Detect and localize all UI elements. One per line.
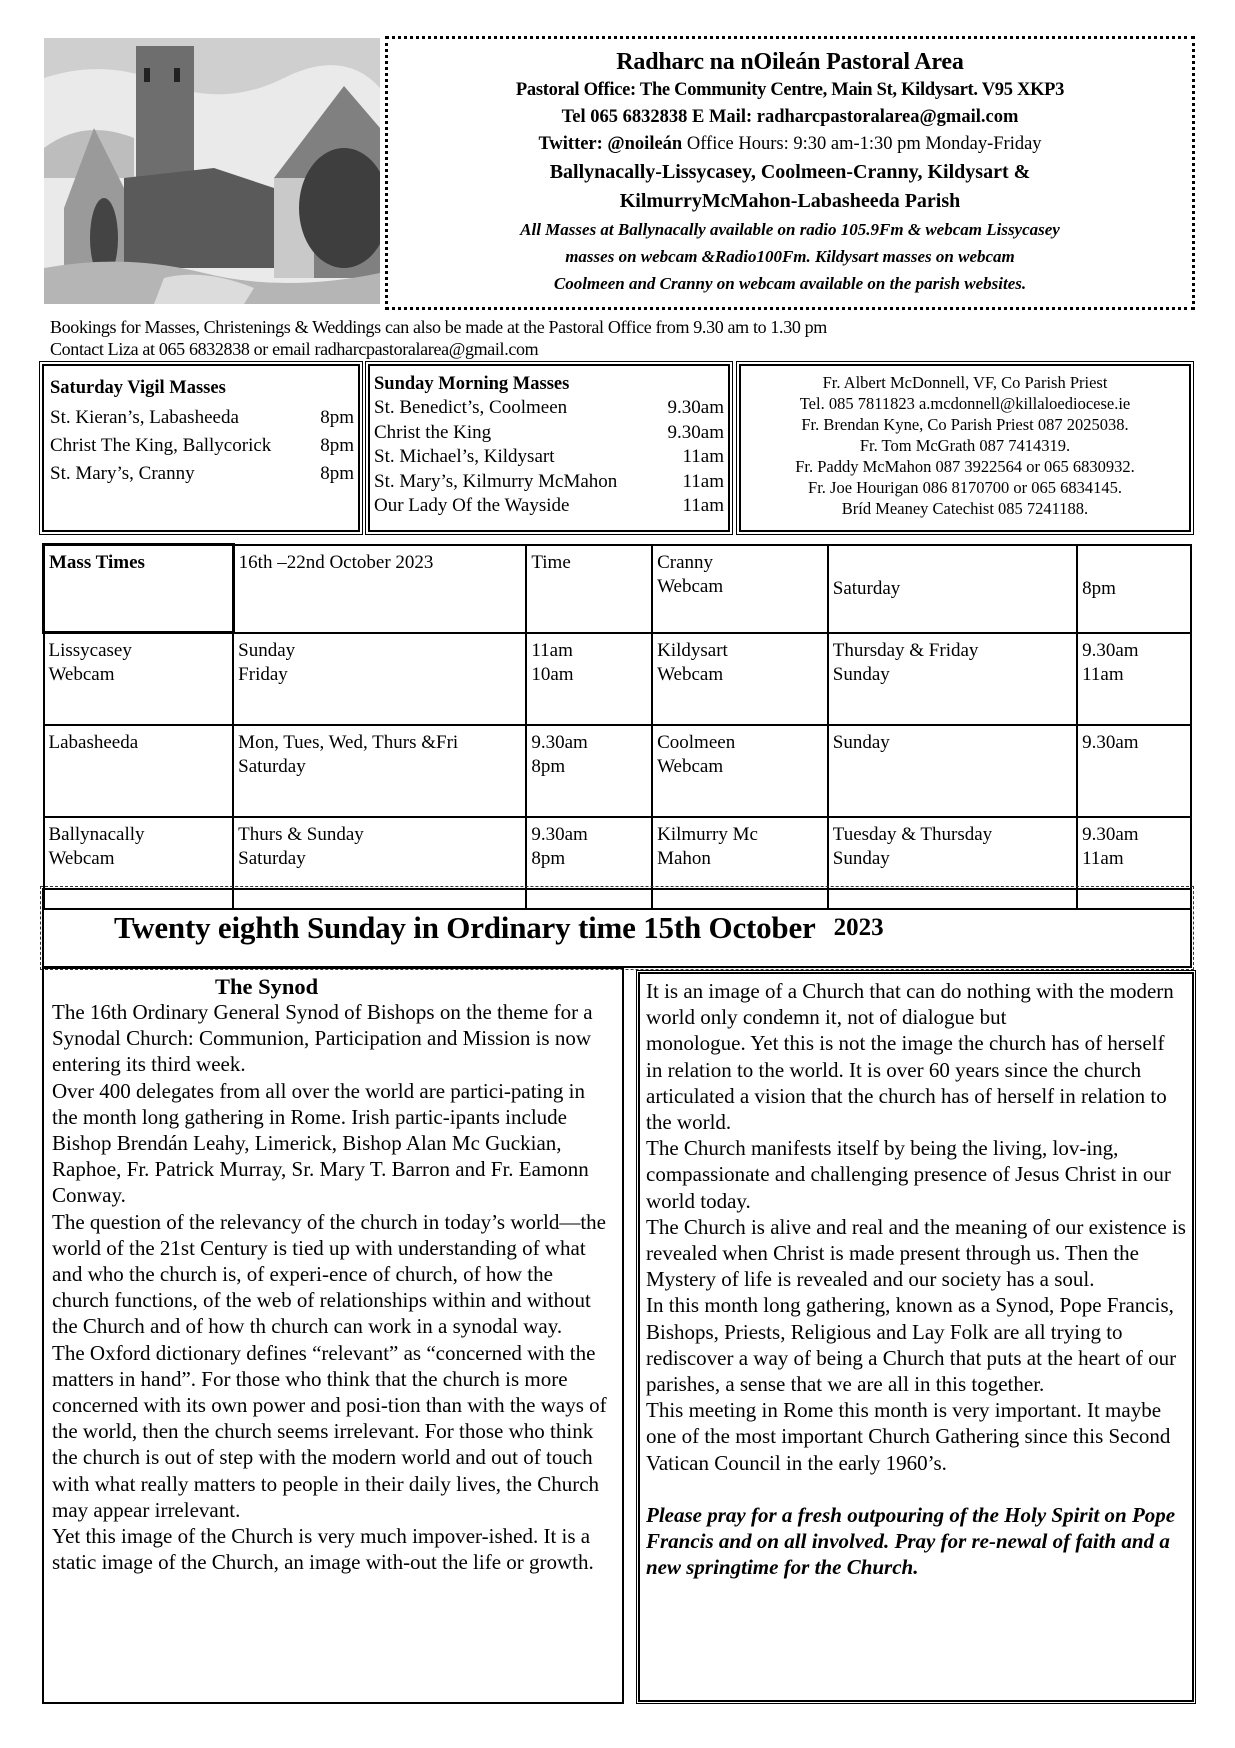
- vigil-row: [50, 460, 354, 488]
- mass-table-cell: Mass Times: [44, 545, 234, 633]
- mass-table-cell: 9.30am 8pm: [526, 817, 652, 909]
- article-paragraph: This meeting in Rome this month is very important. It maybe one of the most important Church Gathering since this Second Vatican Council in the early 1960’s.: [646, 1398, 1171, 1475]
- mass-table-cell: Sunday: [828, 725, 1077, 817]
- sunday-church: Our Lady Of the Wayside: [374, 495, 570, 516]
- article-paragraph: The Oxford dictionary defines “relevant” as “concerned with the matters in hand”. For those who think that the church is more concerned with its own power and posi-tion than with the ways of the world, then the church seems irrelevant. For those who think the church is out of step with the modern world and out of touch with what really matters to people in their daily lives, the Church may appear irrelevant.: [52, 1340, 607, 1522]
- clergy-line: Fr. Paddy McMahon 087 3922564 or 065 6830932.: [795, 457, 1135, 476]
- sunday-time: 11am: [682, 470, 724, 492]
- mass-table-cell: 8pm: [1077, 545, 1191, 633]
- mass-table-cell: Time: [526, 545, 652, 633]
- article-heading: The Synod: [215, 974, 319, 999]
- mass-times-table: [42, 543, 1192, 910]
- vigil-time: 8pm: [320, 435, 354, 456]
- parishes-line-1: Ballynacally-Lissycasey, Coolmeen-Cranny, Kildysart &: [549, 161, 1031, 183]
- vigil-time: 8pm: [320, 463, 354, 484]
- vigil-church: St. Mary’s, Cranny: [50, 463, 195, 484]
- mass-table-cell: 11am 10am: [526, 633, 652, 726]
- church-ruin-illustration: [44, 38, 380, 304]
- mass-table-cell: Thurs & Sunday Saturday: [233, 817, 526, 909]
- broadcast-line-1: All Masses at Ballynacally available on radio 105.9Fm & webcam Lissycasey: [520, 220, 1060, 239]
- sunday-time: 9.30am: [667, 397, 724, 418]
- article-paragraph: The question of the relevancy of the church in today’s world—the world of the 21st Century is tied up with understanding of what and who the church is, of experi-ence of church, of how the church functions, of the web of relationships within and without the Church and of how th church can work in a synodal way.: [52, 1209, 606, 1339]
- twitter-hours-line: [388, 131, 1192, 158]
- sunday-time: 11am: [682, 446, 724, 467]
- clergy-line: Fr. Tom McGrath 087 7414319.: [859, 436, 1071, 455]
- mass-table-cell: Kilmurry Mc Mahon: [652, 817, 828, 909]
- sunday-church: St. Mary’s, Kilmurry McMahon: [374, 470, 618, 492]
- pastoral-area-header: [385, 36, 1195, 310]
- bookings-line-1: Bookings for Masses, Christenings & Weddings can also be made at the Pastoral Office from 9.30 am to 1.30 pm: [50, 317, 827, 337]
- mass-table-cell: Coolmeen Webcam: [652, 725, 828, 817]
- sunday-time: 9.30am: [667, 421, 724, 443]
- article-paragraph: The Church is alive and real and the meaning of our existence is revealed when Christ is made present through us. Then the Mystery of life is revealed and our society has a soul.: [646, 1214, 1186, 1292]
- clergy-line: Fr. Albert McDonnell, VF, Co Parish Priest: [822, 373, 1108, 392]
- clergy-line: Bríd Meaney Catechist 085 7241188.: [841, 499, 1089, 518]
- sunday-row: [374, 396, 724, 421]
- vigil-church: Christ The King, Ballycorick: [50, 435, 272, 456]
- broadcast-line-2: masses on webcam &Radio100Fm. Kildysart masses on webcam: [565, 247, 1015, 266]
- mass-table-cell: 16th –22nd October 2023: [233, 545, 526, 633]
- mass-table-cell: 9.30am: [1077, 725, 1191, 817]
- article-paragraph: In this month long gathering, known as a Synod, Pope Francis, Bishops, Priests, Religious and Lay Folk are all trying to rediscover a way of being a Church that puts at the heart of our parishes, a sense that we are all in this together.: [646, 1293, 1177, 1397]
- article-paragraph: Over 400 delegates from all over the world are partici-pating in the month long gathering in Rome. Irish partic-ipants include Bishop Brendán Leahy, Limerick, Bishop Alan Mc Guckian, Raphoe, Fr. Patrick Murray, Sr. Mary T. Barron and Fr. Eamonn Conway.: [52, 1078, 589, 1208]
- clergy-line: Fr. Joe Hourigan 086 8170700 or 065 6834145.: [808, 478, 1122, 497]
- mass-table-row: [44, 633, 1192, 726]
- vigil-row: [50, 404, 354, 432]
- pastoral-office-address: Pastoral Office: The Community Centre, Main St, Kildysart. V95 XKP3: [515, 80, 1065, 100]
- sunday-title-banner: [42, 888, 1192, 968]
- clergy-contacts-box: [739, 364, 1191, 532]
- banner-title: Twenty eighth Sunday in Ordinary time 15th October: [114, 910, 816, 945]
- mass-table-cell: Tuesday & Thursday Sunday: [828, 817, 1077, 909]
- sunday-morning-box: [368, 364, 730, 532]
- mass-table-cell: 9.30am 11am: [1077, 817, 1191, 909]
- mass-table-cell: Mon, Tues, Wed, Thurs &Fri Saturday: [233, 725, 526, 817]
- article-paragraph: Yet this image of the Church is very much impover-ished. It is a static image of the Church, an image with-out the life or growth.: [52, 1524, 594, 1575]
- sunday-row: [374, 494, 724, 519]
- bookings-line-2: Contact Liza at 065 6832838 or email radharcpastoralarea@gmail.com: [50, 339, 539, 359]
- mass-table-cell: Ballynacally Webcam: [44, 817, 234, 909]
- saturday-vigil-box: [42, 364, 360, 532]
- article-paragraph: The Church manifests itself by being the living, lov-ing, compassionate and challenging presence of Jesus Christ in our world today.: [646, 1136, 1171, 1213]
- church-ruin-drawing: [44, 38, 380, 304]
- sunday-heading: Sunday Morning Masses: [374, 374, 570, 394]
- contact-line: Tel 065 6832838 E Mail: radharcpastoralarea@gmail.com: [561, 107, 1019, 127]
- clergy-line: Tel. 085 7811823 a.mcdonnell@killaloediocese.ie: [799, 394, 1131, 413]
- mass-table-cell: Lissycasey Webcam: [44, 633, 234, 726]
- clergy-line: Fr. Brendan Kyne, Co Parish Priest 087 2025038.: [801, 415, 1129, 434]
- vigil-church: St. Kieran’s, Labasheeda: [50, 407, 239, 428]
- sunday-church: St. Michael’s, Kildysart: [374, 446, 555, 467]
- sunday-row: [374, 421, 724, 446]
- pastoral-area-title: Radharc na nOileán Pastoral Area: [616, 49, 964, 75]
- bookings-notice: [50, 316, 827, 360]
- mass-table-row: [44, 725, 1192, 817]
- mass-table-cell: Saturday: [828, 545, 1077, 633]
- vigil-row: [50, 432, 354, 460]
- synod-article-right: [638, 972, 1194, 1702]
- mass-table-header-row: [44, 545, 1192, 633]
- mass-table-cell: 9.30am 11am: [1077, 633, 1191, 726]
- mass-table-cell: Kildysart Webcam: [652, 633, 828, 726]
- banner-year: 2023: [833, 914, 884, 941]
- sunday-row: [374, 470, 724, 495]
- sunday-time: 11am: [682, 495, 724, 516]
- mass-table-cell: Thursday & Friday Sunday: [828, 633, 1077, 726]
- sunday-church: Christ the King: [374, 421, 492, 443]
- synod-article-left: [42, 968, 624, 1704]
- parishes-line-2: KilmurryMcMahon-Labasheeda Parish: [619, 190, 961, 212]
- sunday-row: [374, 445, 724, 470]
- vigil-heading: Saturday Vigil Masses: [50, 378, 226, 398]
- mass-table-cell: Sunday Friday: [233, 633, 526, 726]
- mass-table-cell: 9.30am 8pm: [526, 725, 652, 817]
- office-hours: Office Hours: 9:30 am-1:30 pm Monday-Friday: [682, 134, 1042, 154]
- prayer-intention: Please pray for a fresh outpouring of the Holy Spirit on Pope Francis and on all involved. Pray for re-newal of faith and a new springtime for the Church.: [646, 1502, 1176, 1580]
- broadcast-line-3: Coolmeen and Cranny on webcam available on the parish websites.: [553, 274, 1027, 293]
- vigil-time: 8pm: [320, 407, 354, 428]
- twitter-handle[interactable]: Twitter: @noileán: [538, 134, 683, 154]
- sunday-church: St. Benedict’s, Coolmeen: [374, 397, 568, 418]
- article-paragraph: The 16th Ordinary General Synod of Bishops on the theme for a Synodal Church: Communion, Participation and Mission is now entering its third week.: [52, 1000, 593, 1077]
- mass-table-cell: Cranny Webcam: [652, 545, 828, 633]
- article-paragraph: It is an image of a Church that can do nothing with the modern world only condemn it, not of dialogue but monologue. Yet this is not the image the church has of herself in relation to the world. It is over 60 years since the church articulated a vision that the church has of herself in relation to the world.: [646, 979, 1174, 1135]
- mass-table-cell: Labasheeda: [44, 725, 234, 817]
